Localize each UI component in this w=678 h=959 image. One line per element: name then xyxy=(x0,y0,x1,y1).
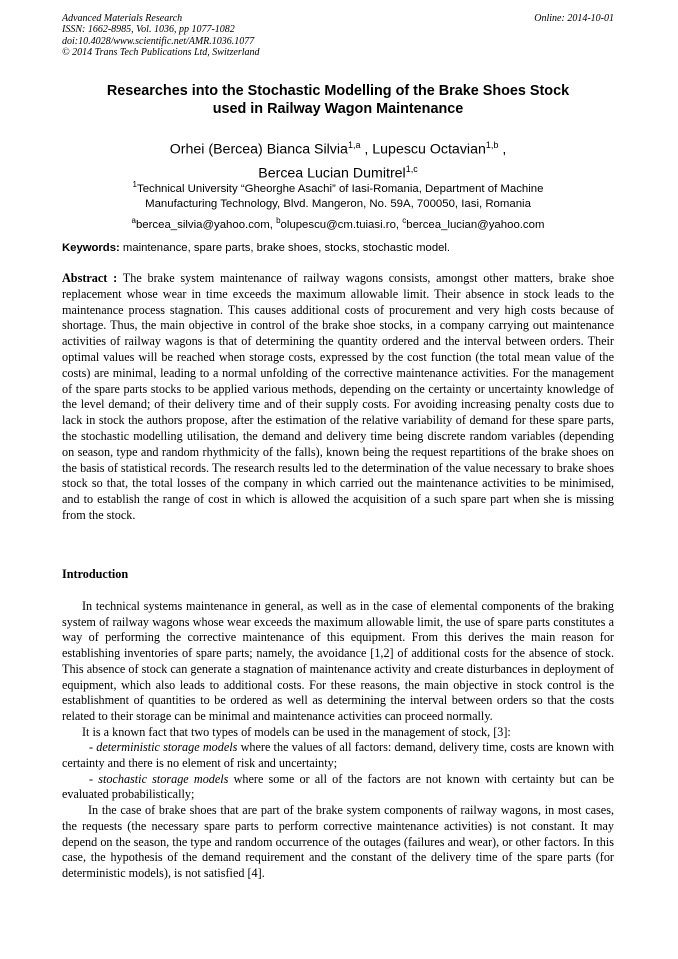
list-item xyxy=(62,740,614,771)
author-name: Lupescu Octavian xyxy=(372,141,486,158)
doi-line: doi:10.4028/www.scientific.net/AMR.1036.1077 xyxy=(62,35,255,47)
term: deterministic storage models xyxy=(96,740,238,755)
author-affil-mark: 1,c xyxy=(405,164,418,175)
abstract-label: Abstract : xyxy=(62,271,118,285)
authors-line-1 xyxy=(62,136,614,160)
author-name: Orhei (Bercea) Bianca Silvia xyxy=(169,141,348,158)
affil-mark: 1 xyxy=(132,180,137,189)
email-link[interactable]: olupescu@cm.tuiasi.ro, xyxy=(280,218,403,231)
author-name: Bercea Lucian Dumitrel xyxy=(258,165,406,182)
author-separator: , xyxy=(498,141,507,158)
email-mark: a xyxy=(131,215,136,225)
journal-header xyxy=(62,13,260,58)
author-affil-mark: 1,a xyxy=(347,140,361,150)
title-line-1: Researches into the Stochastic Modelling of the Brake Shoes Stock xyxy=(106,83,570,99)
online-date: Online: 2014-10-01 xyxy=(534,13,614,24)
abstract-text: The brake system maintenance of railway wagons consists, amongst other matters, brake shoe replacement whose wear in time exceeds the maximum allowable limit. Their absence in stock leads to the maintenance process stagnation. This causes additional costs of procurement and very high costs because of shortage. Thus, the main objective in control of the brake shoe stocks, in a company carrying out maintenance activities of railway wagons is that of determining the quantity ordered and the interval between orders. Their optimal values will be reached when storage costs, expressed by the cost function (the total mean value of the costs) are minimal, leading to a normal unfolding of the corrective maintenance activities. For the management of the spare parts stocks to be applied various methods, depending on the certainty or uncertainty knowledge of the level demand; of their delivery time and of their supply costs. For avoiding increasing penalty costs due to lack in stock the authors propose, after the estimation of the relative variability of demand for these spare parts, the stochastic modelling utilisation, the demand and delivery time being discrete random variables (depending on season, type and random rhythmicity of the falls), known being the request repartitions of the brake shoes on the basis of statistical records. The research results led to the determination of the value necessary to brake shoes stock so that, the total losses of the company in which carried out the maintenance activities to be minimised, and to establish the range of cost in which is allowed the acquisition of a such spare part when she is missing from the stock. xyxy=(62,271,615,522)
keywords-text: maintenance, spare parts, brake shoes, stocks, stochastic model. xyxy=(119,242,451,254)
abstract xyxy=(62,271,614,524)
issn-line: ISSN: 1662-8985, Vol. 1036, pp 1077-1082 xyxy=(62,24,235,36)
term: stochastic storage models xyxy=(98,771,229,786)
keywords-label: Keywords: xyxy=(62,242,120,254)
title-line-2: used in Railway Wagon Maintenance xyxy=(212,101,464,117)
journal-name: Advanced Materials Research xyxy=(62,13,183,24)
paragraph: In technical systems maintenance in general, as well as in the case of elemental components of the braking system of railway wagons whose wear exceeds the maximum allowable limit, the use of spare parts constitutes a way of performing the corrective maintenance of this equipment. From this derives the main reason for establishing inventories of spare parts; namely, the avoidance [1,2] of additional costs for the absence of stock. This absence of stock can generate a stagnation of maintenance activity and create disturbances in deployment of equipment, which also leads to additional costs. For these reasons, the main objective in stock control is the establishment of quantities to be ordered as well as determining the interval between orders so that the costs related to their storage can be minimal and maintenance activities can proceed normally. xyxy=(62,599,614,723)
affiliation-line-1 xyxy=(62,177,614,197)
paragraph: It is a known fact that two types of models can be used in the management of stock, [3]: xyxy=(82,724,511,739)
affiliation-line-2: Manufacturing Technology, Blvd. Mangeron, No. 59A, 700050, Iasi, Romania xyxy=(145,198,531,211)
introduction-body xyxy=(62,599,614,882)
section-heading: Introduction xyxy=(62,567,129,581)
copyright-line: © 2014 Trans Tech Publications Ltd, Switzerland xyxy=(62,46,260,58)
email-link[interactable]: bercea_silvia@yahoo.com, xyxy=(135,218,277,231)
affiliation xyxy=(62,177,614,233)
email-mark: c xyxy=(402,215,407,225)
affiliation-text: Technical University “Gheorghe Asachi” of Iasi-Romania, Department of Machine xyxy=(137,182,544,195)
list-item xyxy=(62,772,614,803)
list-dash: - xyxy=(89,740,97,755)
list-dash: - xyxy=(89,771,99,786)
paper-title xyxy=(62,82,614,118)
author-separator: , xyxy=(360,141,373,158)
list-text: where the values of all factors: demand, delivery time, costs are known with certainty and there is no element of risk and uncertainty; xyxy=(62,740,614,771)
author-affil-mark: 1,b xyxy=(485,140,499,150)
email-link[interactable]: bercea_lucian@yahoo.com xyxy=(406,218,545,231)
paragraph: In the case of brake shoes that are part of the brake system components of railway wagons, in most cases, the requests (the necessary spare parts to perform corrective maintenance activities) is not constant. It may depend on the season, the type and random occurrence of the outages (failures and wear), or other factors. In this case, the hypothesis of the demand requirement and the constant of the delivery time of the spare parts (for deterministic models), is not satisfied [4]. xyxy=(62,803,614,880)
list-text: where some or all of the factors are not known with certainty but can be evaluated probabilistically; xyxy=(62,771,614,802)
email-mark: b xyxy=(276,215,281,225)
email-line xyxy=(62,213,614,233)
keywords xyxy=(62,241,614,255)
